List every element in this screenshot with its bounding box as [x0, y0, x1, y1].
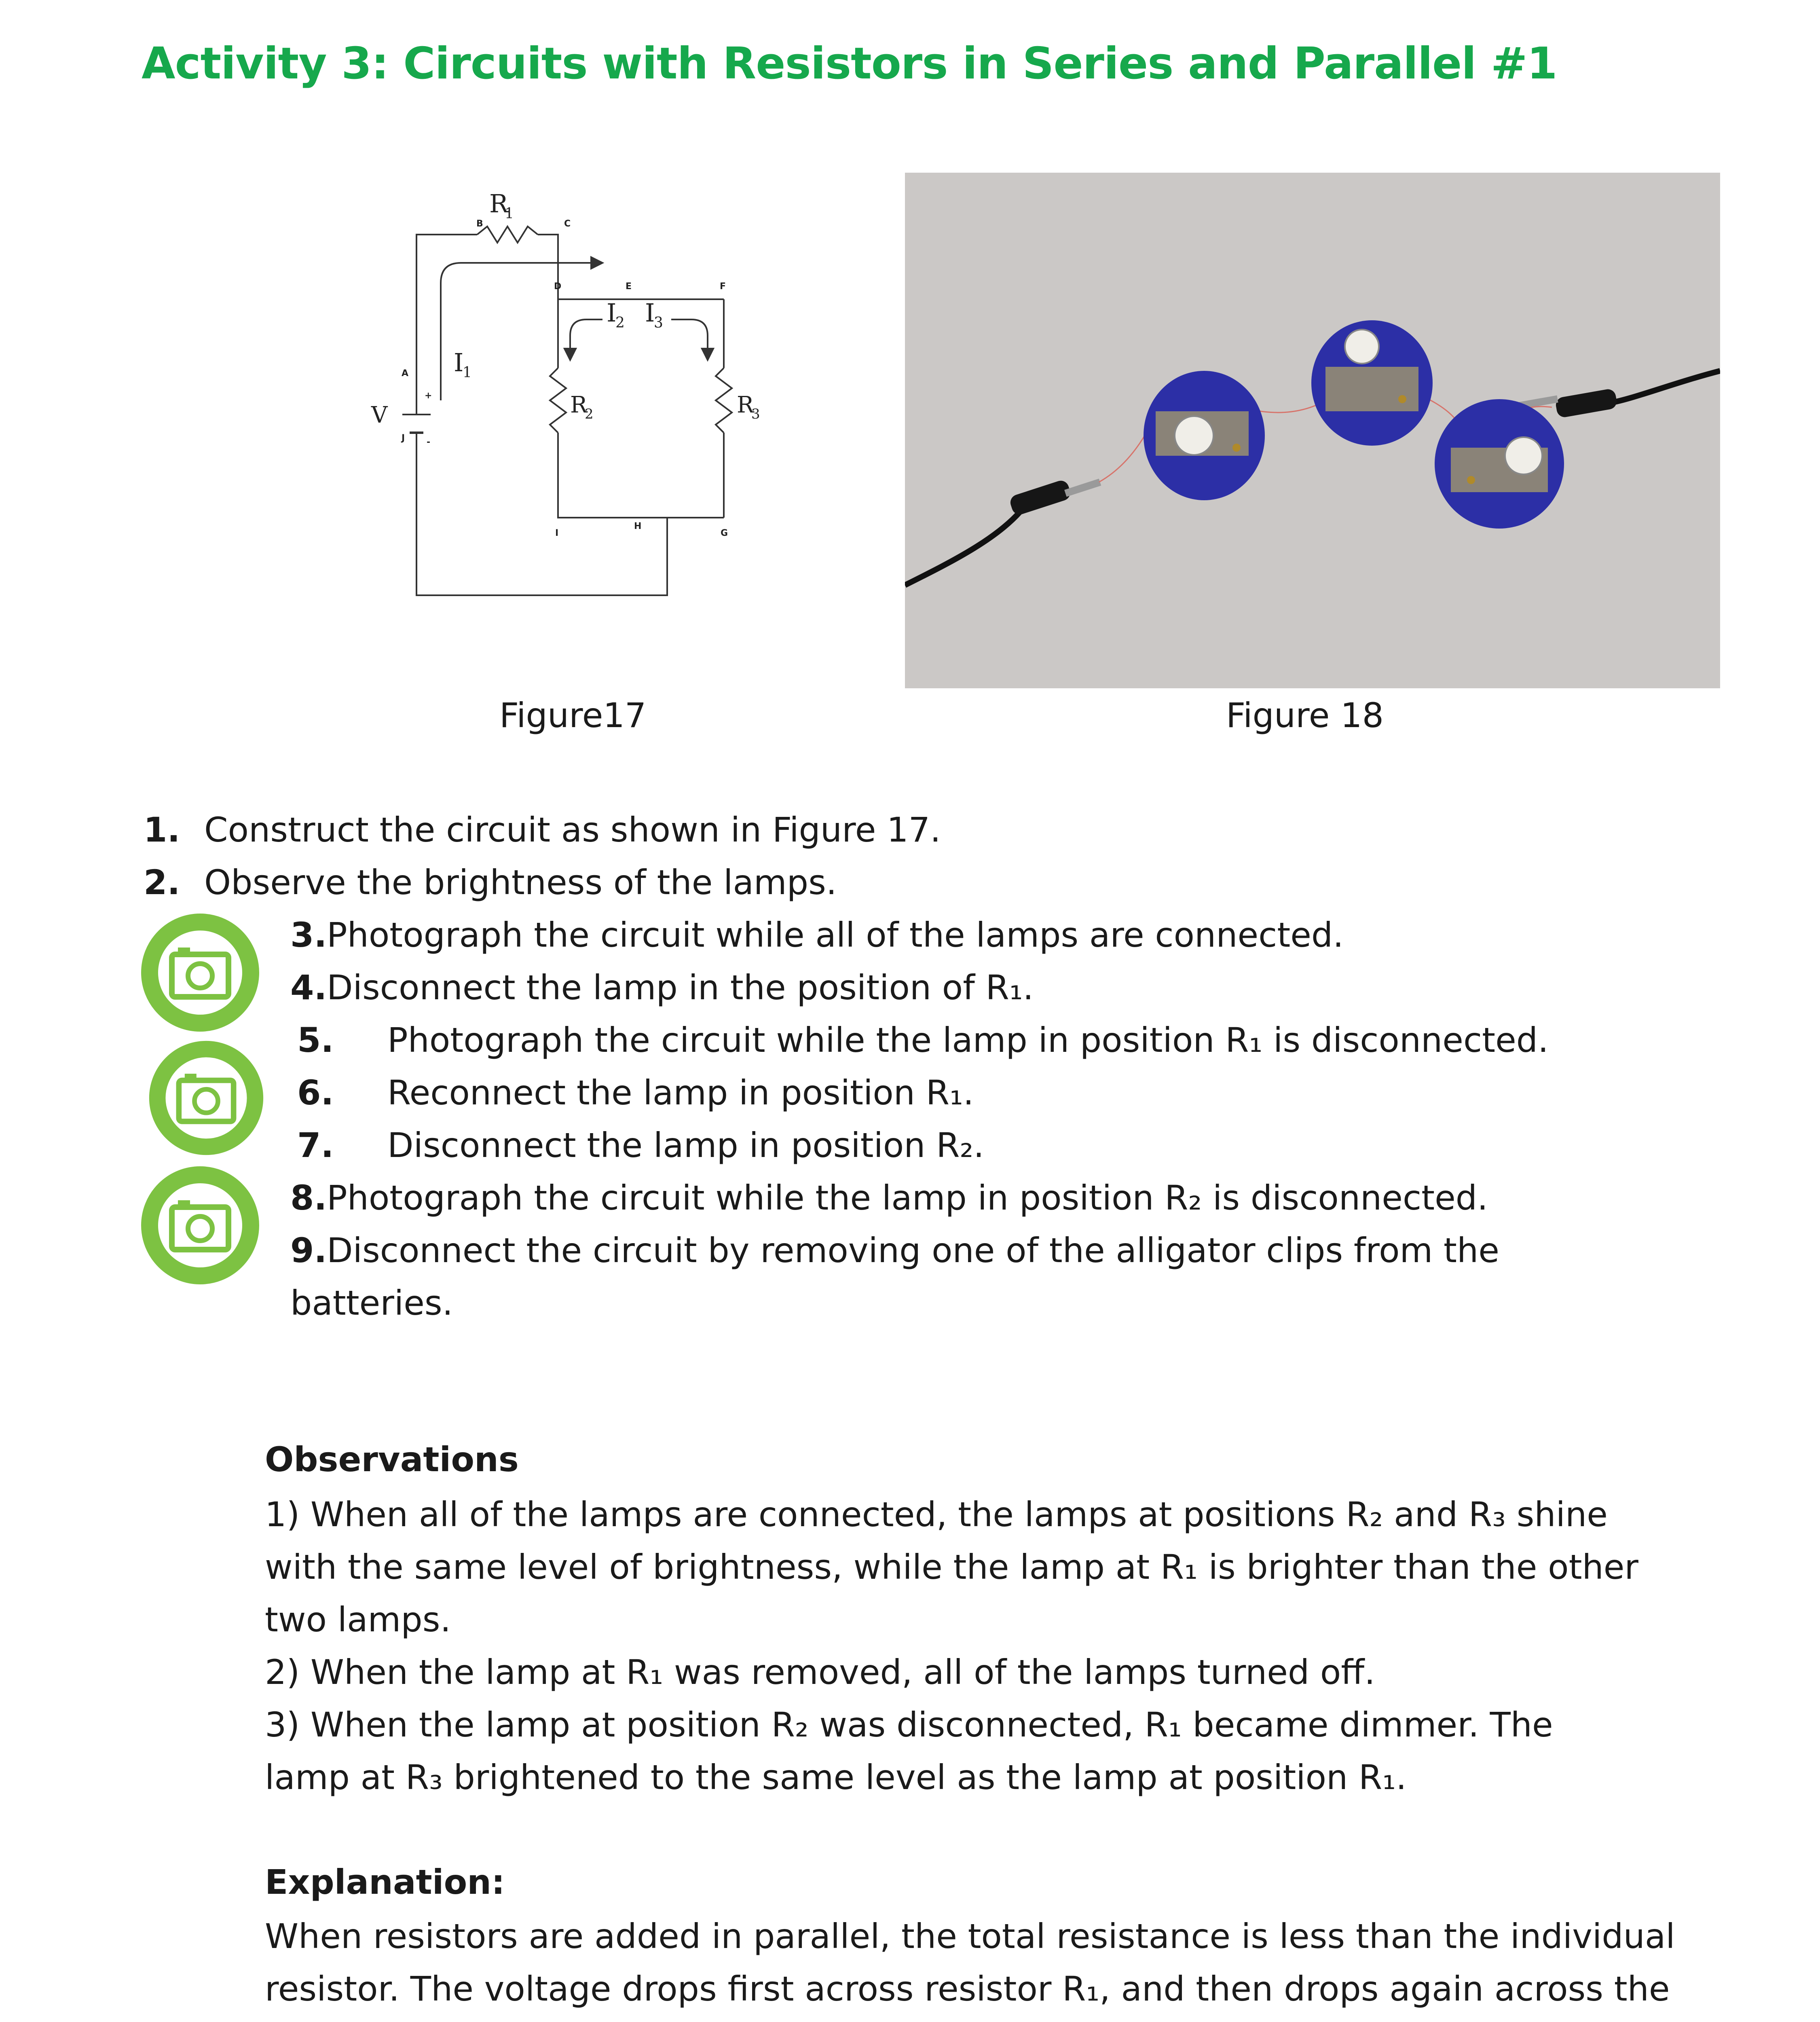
node-g: G	[721, 528, 728, 538]
step-number: 2.	[144, 863, 180, 902]
step-text: Disconnect the lamp in the position of R₁.	[327, 968, 1034, 1007]
step-number: 6.	[297, 1073, 334, 1113]
node-c: C	[564, 219, 571, 229]
step-text: Reconnect the lamp in position R₁.	[387, 1073, 974, 1113]
figure18-caption: Figure 18	[1226, 696, 1384, 735]
step-text: Observe the brightness of the lamps.	[204, 863, 837, 902]
step-text-continued: batteries.	[290, 1283, 453, 1323]
observation-line: 2) When the lamp at R₁ was removed, all of the lamps turned off.	[265, 1652, 1375, 1692]
lamp-holder-right	[1435, 399, 1564, 529]
step-number: 4.	[290, 968, 327, 1007]
observations-heading: Observations	[265, 1440, 519, 1479]
explanation-line: resistor. The voltage drops first across resistor R₁, and then drops again across the	[265, 1969, 1670, 2009]
label-i2: I	[607, 298, 617, 328]
step-text: Disconnect the circuit by removing one of the alligator clips from the	[327, 1231, 1499, 1270]
step-number: 7.	[297, 1125, 334, 1165]
label-r3: R	[737, 392, 754, 418]
step-text: Photograph the circuit while the lamp in position R₁ is disconnected.	[387, 1020, 1549, 1060]
figure17-caption: Figure17	[499, 696, 647, 735]
circuit-diagram	[344, 174, 849, 619]
svg-text:2: 2	[615, 315, 625, 331]
resistor-r2	[550, 368, 566, 433]
circuit-photo	[905, 173, 1720, 688]
observation-line: 1) When all of the lamps are connected, the lamps at positions R₂ and R₃ shine	[265, 1495, 1608, 1534]
lamp-holder-left	[1144, 371, 1265, 500]
node-j: J	[402, 433, 405, 443]
label-minus: -	[427, 437, 431, 447]
label-r1: R	[489, 189, 508, 218]
step-text: Photograph the circuit while the lamp in position R₂ is disconnected.	[327, 1178, 1488, 1218]
node-e: E	[626, 281, 632, 292]
step-number: 9.	[290, 1231, 327, 1270]
node-f: F	[720, 281, 726, 292]
label-plus: +	[425, 391, 432, 401]
camera-icon	[148, 1039, 265, 1157]
step-number: 8.	[290, 1178, 327, 1218]
step-text: Construct the circuit as shown in Figure 17.	[204, 810, 941, 850]
node-h: H	[634, 521, 642, 531]
node-a: A	[402, 368, 409, 379]
observation-line: lamp at R₃ brightened to the same level as the lamp at position R₁.	[265, 1758, 1407, 1797]
step-text: Photograph the circuit while all of the lamps are connected.	[327, 915, 1344, 955]
svg-text:3: 3	[751, 406, 760, 422]
camera-icon	[140, 912, 261, 1033]
observation-line: 3) When the lamp at position R₂ was disconnected, R₁ became dimmer. The	[265, 1705, 1553, 1745]
label-voltage: V	[371, 402, 388, 428]
svg-text:3: 3	[654, 315, 663, 331]
step-number: 5.	[297, 1020, 334, 1060]
label-i1: I	[454, 348, 464, 377]
page-title: Activity 3: Circuits with Resistors in Series and Parallel #1	[142, 38, 1557, 89]
observation-line: two lamps.	[265, 1600, 451, 1639]
resistor-r1	[477, 226, 538, 243]
resistor-r3	[716, 368, 732, 433]
node-i: I	[555, 528, 559, 538]
label-i3: I	[645, 298, 655, 328]
camera-icon	[140, 1165, 261, 1286]
explanation-heading: Explanation:	[265, 1862, 505, 1902]
svg-text:2: 2	[585, 406, 594, 422]
step-text: Disconnect the lamp in position R₂.	[387, 1125, 984, 1165]
svg-text:1: 1	[463, 364, 472, 381]
step-number: 1.	[144, 810, 180, 850]
svg-text:1: 1	[505, 205, 514, 222]
node-b: B	[476, 219, 483, 229]
explanation-line: When resistors are added in parallel, the total resistance is less than the individual	[265, 1916, 1675, 1956]
node-d: D	[554, 281, 562, 292]
label-r2: R	[570, 392, 588, 418]
lamp-holder-top	[1311, 320, 1433, 446]
step-number: 3.	[290, 915, 327, 955]
observation-line: with the same level of brightness, while the lamp at R₁ is brighter than the other	[265, 1547, 1638, 1587]
